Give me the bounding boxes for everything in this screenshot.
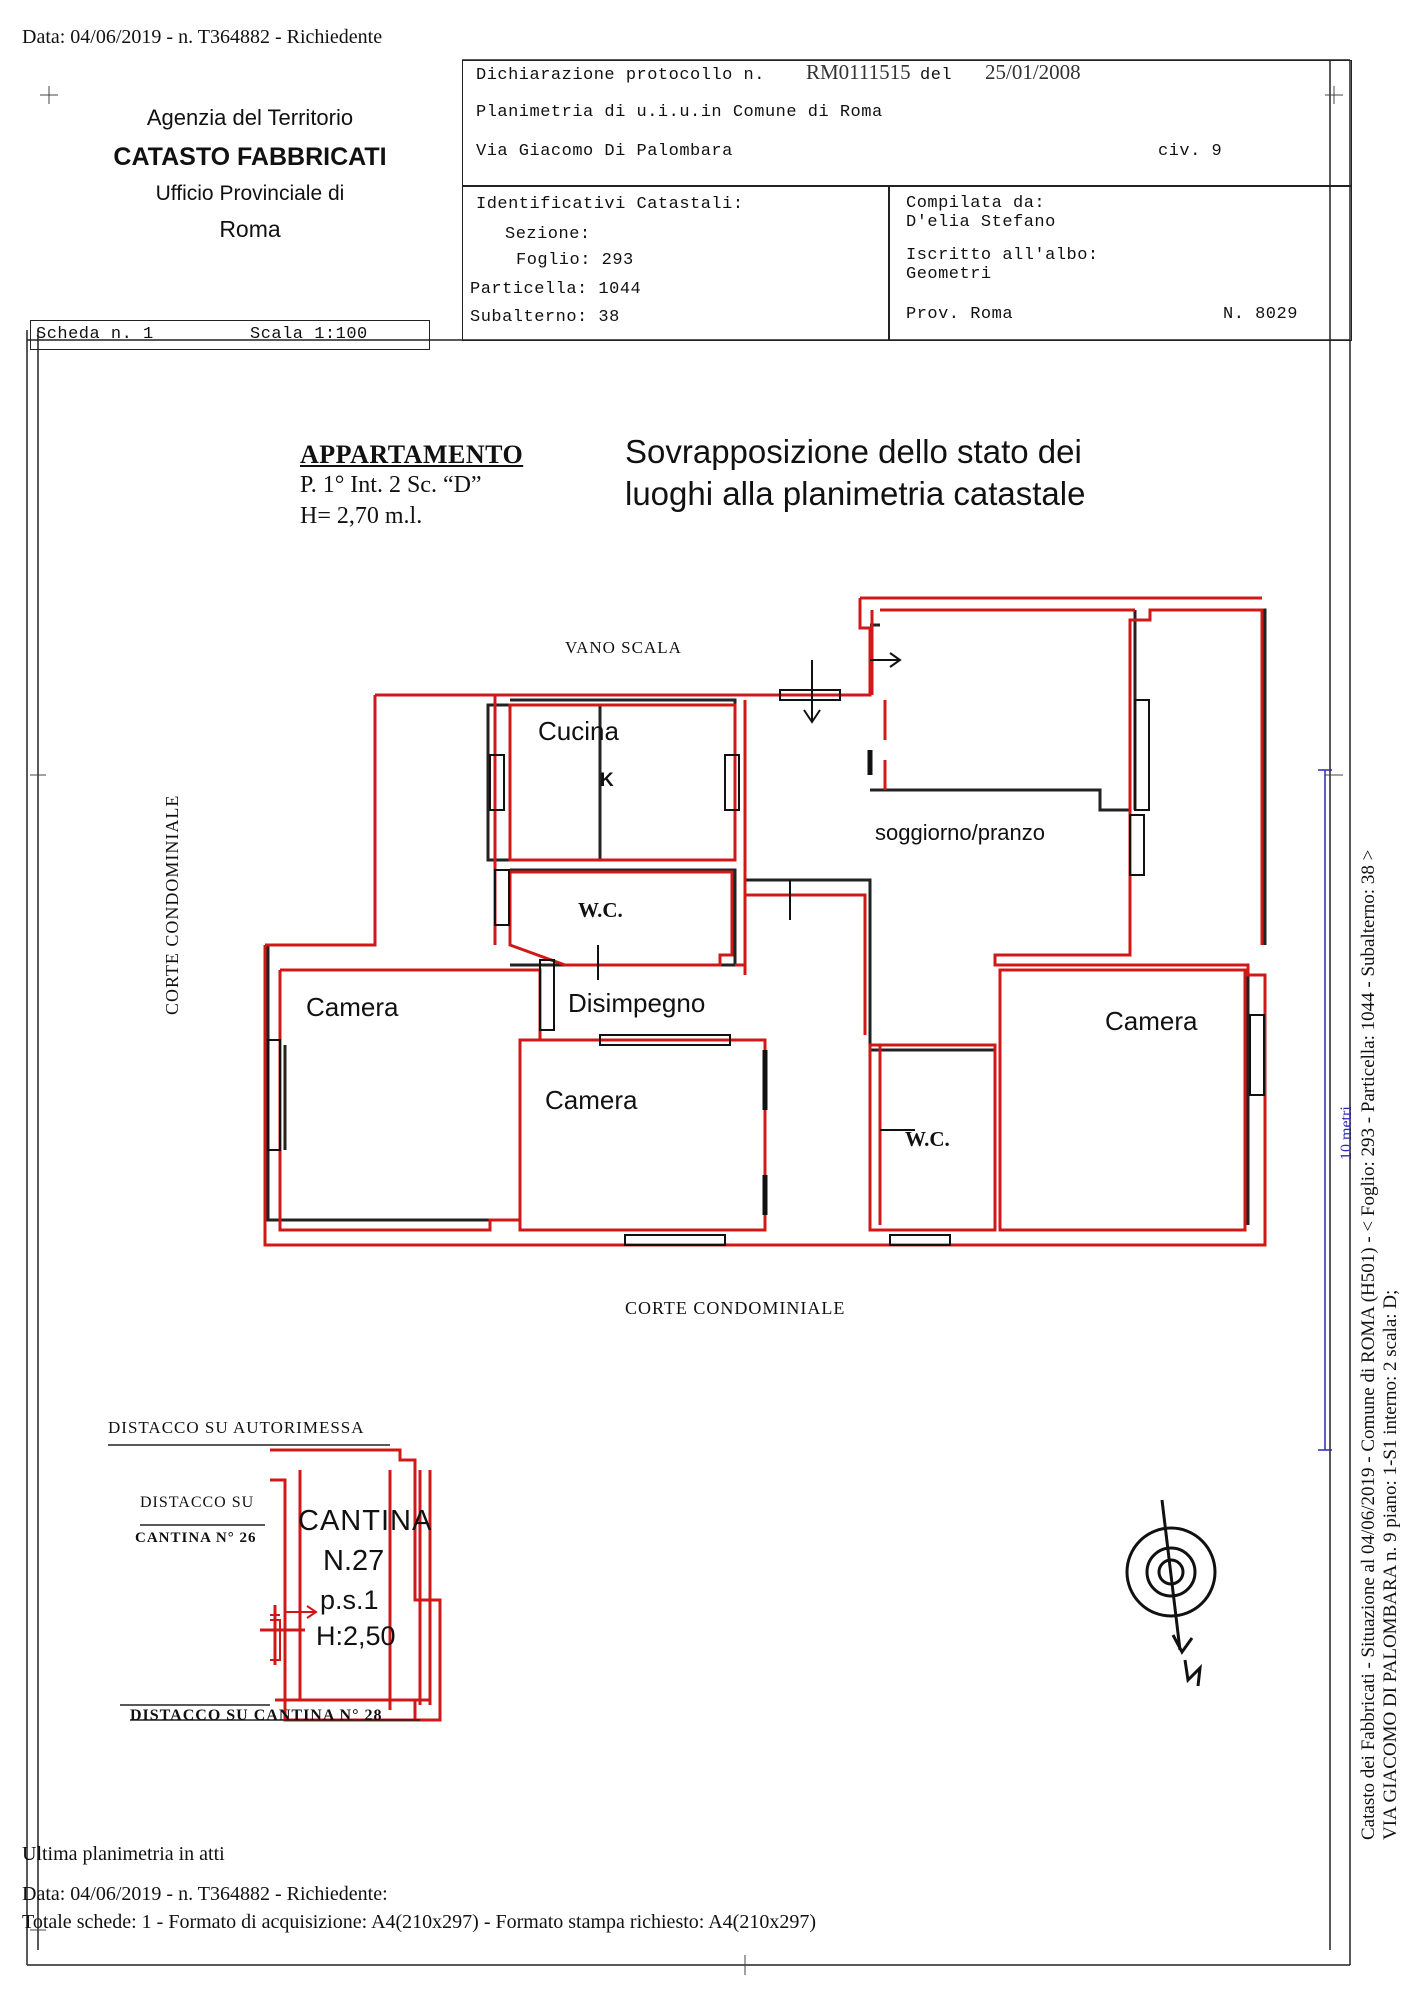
particella: Particella: 1044 — [470, 280, 642, 299]
room-hallway-label: Disimpegno — [568, 988, 706, 1018]
courtyard-bottom-label: CORTE CONDOMINIALE — [625, 1298, 846, 1318]
agency-name: Agenzia del Territorio — [146, 105, 354, 130]
address-street: Via Giacomo Di Palombara — [476, 142, 733, 161]
scheda-number: Scheda n. 1 — [36, 325, 154, 344]
scale-bar-label: 10 metri — [1338, 1106, 1355, 1160]
sezione: Sezione: — [505, 225, 591, 244]
foglio: Foglio: 293 — [516, 251, 634, 270]
unit-floor-info: P. 1° Int. 2 Sc. “D” — [300, 472, 482, 498]
courtyard-left-label: CORTE CONDOMINIALE — [162, 794, 182, 1015]
cantina-distacco-bottom: DISTACCO SU CANTINA N° 28 — [130, 1707, 383, 1724]
cantina-distacco-left-2: CANTINA N° 26 — [135, 1530, 257, 1546]
room-wc1-label: W.C. — [578, 898, 623, 922]
room-bedroom-right-label: Camera — [1105, 1006, 1198, 1036]
room-bedroom-center-label: Camera — [545, 1085, 638, 1115]
overlay-title-line2: luoghi alla planimetria catastale — [625, 475, 1086, 512]
cantina-distacco-top: DISTACCO SU AUTORIMESSA — [108, 1418, 365, 1437]
protocol-number: RM0111515 — [806, 60, 911, 84]
agency-office: Ufficio Provinciale di — [155, 182, 345, 205]
overlay-title-line1: Sovrapposizione dello stato dei — [625, 433, 1082, 470]
cantina-label: CANTINA — [298, 1505, 433, 1537]
cantina-height: H:2,50 — [316, 1621, 396, 1651]
request-line: Data: 04/06/2019 - n. T364882 - Richiedente — [22, 26, 383, 48]
side-situation-text: Catasto dei Fabbricati - Situazione al 04/06/2019 - Comune di ROMA (H501) - < Foglio: 293 - Particella: 1044 - Subalterno: 38 > — [1358, 849, 1379, 1840]
room-wc2-label: W.C. — [905, 1127, 950, 1151]
kitchen-k-label: K — [600, 770, 614, 791]
identifiers-title: Identificativi Catastali: — [476, 195, 744, 214]
compiler-name: D'elia Stefano — [906, 213, 1056, 232]
footer-format-info: Totale schede: 1 - Formato di acquisizione: A4(210x297) - Formato stampa richiesto: A4(210x297) — [22, 1911, 816, 1933]
room-kitchen-label: Cucina — [538, 716, 619, 746]
address-civic: civ. 9 — [1158, 142, 1223, 161]
protocol-label: Dichiarazione protocollo n. — [476, 66, 765, 85]
registry-value: Geometri — [906, 265, 992, 284]
protocol-del: del — [920, 66, 953, 85]
registry-label: Iscritto all'albo: — [906, 246, 1099, 265]
registration-number: N. 8029 — [1223, 305, 1298, 324]
unit-type-title: APPARTAMENTO — [300, 440, 524, 469]
cantina-floor: p.s.1 — [320, 1585, 379, 1615]
cantina-distacco-left-1: DISTACCO SU — [140, 1494, 255, 1511]
protocol-date: 25/01/2008 — [985, 60, 1081, 84]
footer-request-date: Data: 04/06/2019 - n. T364882 - Richiedente: — [22, 1883, 388, 1905]
subalterno: Subalterno: 38 — [470, 308, 620, 327]
agency-department: CATASTO FABBRICATI — [113, 143, 387, 171]
stairwell-label: VANO SCALA — [565, 638, 682, 657]
room-living-label: soggiorno/pranzo — [875, 820, 1046, 845]
province: Prov. Roma — [906, 305, 1014, 324]
agency-city: Roma — [219, 216, 281, 242]
scale: Scala 1:100 — [250, 325, 368, 344]
unit-height: H= 2,70 m.l. — [300, 503, 423, 529]
room-bedroom-left-label: Camera — [306, 992, 399, 1022]
side-address-text: VIA GIACOMO DI PALOMBARA n. 9 piano: 1-S1 interno: 2 scala: D; — [1380, 1289, 1401, 1840]
cantina-number: N.27 — [323, 1545, 385, 1577]
compiled-by-label: Compilata da: — [906, 194, 1046, 213]
footer-last-plan: Ultima planimetria in atti — [22, 1843, 225, 1865]
planimetria-location: Planimetria di u.i.u.in Comune di Roma — [476, 103, 883, 122]
